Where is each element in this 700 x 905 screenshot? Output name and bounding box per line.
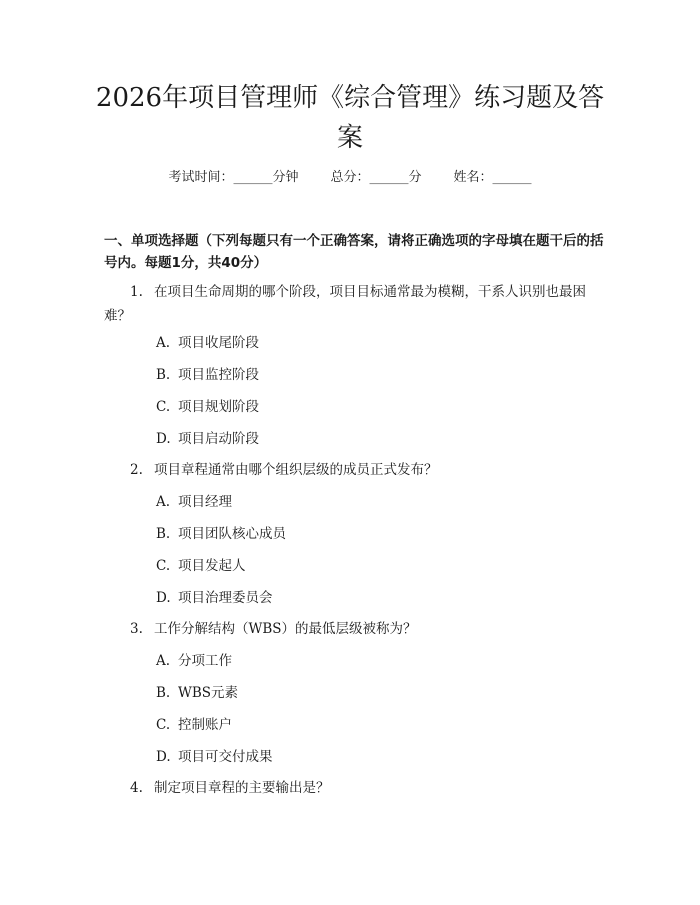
- option-text: 项目经理: [178, 494, 232, 510]
- exam-meta: [0, 168, 700, 188]
- option-letter: D.: [156, 749, 171, 765]
- page-title: 2026年项目管理师《综合管理》练习题及答案: [95, 83, 605, 153]
- option-letter: B.: [156, 367, 171, 383]
- question-1: [104, 280, 604, 328]
- option-text: 项目可交付成果: [178, 749, 273, 765]
- option-letter: C.: [156, 558, 171, 574]
- option-text: 项目收尾阶段: [178, 335, 259, 351]
- question-1-option-a: [156, 333, 259, 353]
- question-1-option-d: [156, 429, 259, 449]
- option-text: 项目治理委员会: [178, 590, 273, 606]
- option-text: 控制账户: [178, 717, 232, 733]
- option-letter: A.: [156, 335, 171, 351]
- question-4: [104, 776, 604, 800]
- question-number: 2.: [130, 462, 143, 478]
- option-letter: D.: [156, 431, 171, 447]
- question-3-option-c: [156, 715, 232, 735]
- option-letter: C.: [156, 717, 171, 733]
- question-text: 制定项目章程的主要输出是？: [154, 780, 330, 796]
- option-letter: A.: [156, 494, 171, 510]
- option-letter: B.: [156, 526, 171, 542]
- option-text: 项目规划阶段: [178, 399, 259, 415]
- option-text: 项目监控阶段: [178, 367, 259, 383]
- option-text: 分项工作: [178, 653, 232, 669]
- option-text: 项目启动阶段: [178, 431, 259, 447]
- question-3-option-b: [156, 683, 238, 703]
- option-text: WBS元素: [178, 685, 239, 701]
- question-number: 4.: [130, 780, 143, 796]
- question-2-option-c: [156, 556, 246, 576]
- option-letter: D.: [156, 590, 171, 606]
- question-text: 工作分解结构（WBS）的最低层级被称为？: [154, 621, 417, 637]
- question-number: 1.: [130, 284, 143, 300]
- question-2-option-d: [156, 588, 273, 608]
- exam-name: 姓名：______: [453, 170, 532, 185]
- option-text: 项目发起人: [178, 558, 246, 574]
- question-1-option-b: [156, 365, 259, 385]
- question-1-option-c: [156, 397, 259, 417]
- option-text: 项目团队核心成员: [178, 526, 286, 542]
- question-2-option-a: [156, 492, 232, 512]
- exam-time: 考试时间：______分钟: [168, 170, 299, 185]
- option-letter: A.: [156, 653, 171, 669]
- question-3: [104, 617, 604, 641]
- question-text: 在项目生命周期的哪个阶段，项目目标通常最为模糊，干系人识别也最困难？: [104, 284, 586, 324]
- question-3-option-d: [156, 747, 273, 767]
- question-number: 3.: [130, 621, 143, 637]
- option-letter: C.: [156, 399, 171, 415]
- section-heading: 一、单项选择题（下列每题只有一个正确答案，请将正确选项的字母填在题干后的括号内。每题1分，共40分）: [104, 233, 604, 271]
- question-text: 项目章程通常由哪个组织层级的成员正式发布？: [154, 462, 438, 478]
- question-2-option-b: [156, 524, 286, 544]
- exam-total-score: 总分：______分: [330, 170, 422, 185]
- question-2: [104, 458, 604, 482]
- question-3-option-a: [156, 651, 232, 671]
- option-letter: B.: [156, 685, 171, 701]
